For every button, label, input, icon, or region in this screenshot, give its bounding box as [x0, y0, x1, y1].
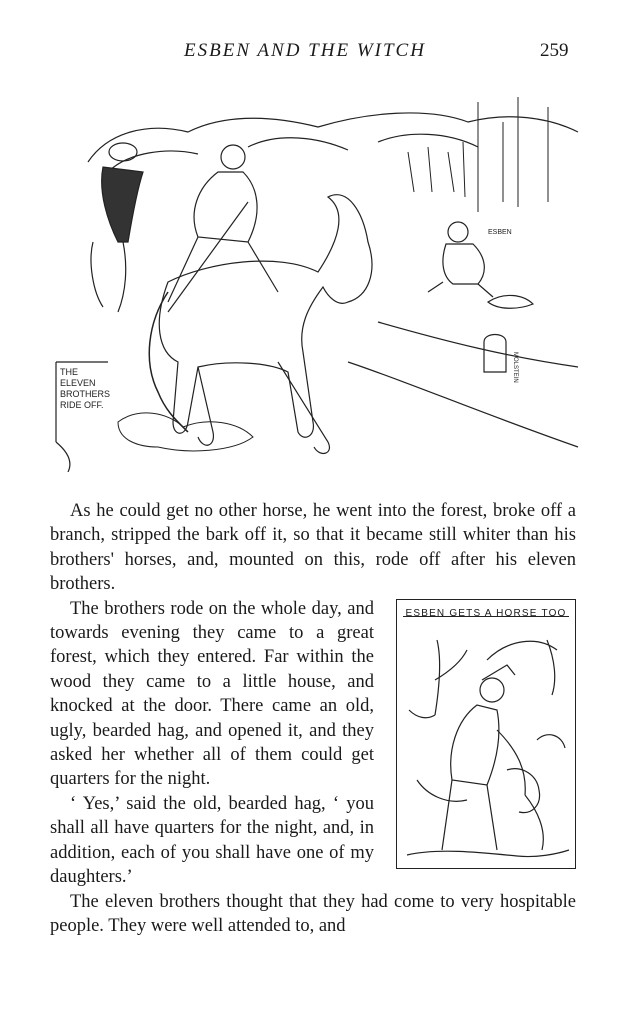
paragraph-1: As he could get no other horse, he went into the forest, broke off a branch, stripped the bark off it, so that it became still whiter than his brothers' horses, and, mounted on this, rode off after his eleven brothers. — [50, 501, 576, 595]
paragraph-3: ‘ Yes,’ said the old, bearded hag, ‘ you shall all have quarters for the night, and, in addition, each of you shall have one of my daughters.’ — [50, 793, 374, 888]
svg-text:RIDE OFF.: RIDE OFF. — [60, 400, 104, 410]
svg-text:ELEVEN: ELEVEN — [60, 378, 96, 388]
paragraph-2: The brothers rode on the whole day, and towards evening they came to a great forest, which they entered. Far within the wood they came to a little house, and knocked at the door. There came an old, ugly, bearded hag, and opened it, and they asked her whether all of them could get quarters for the night. — [50, 598, 374, 790]
running-title: ESBEN AND THE WITCH — [184, 40, 426, 61]
esben-label: ESBEN — [488, 229, 512, 236]
inset-drawing — [397, 620, 575, 867]
inset-caption: ESBEN GETS A HORSE TOO — [405, 607, 567, 619]
inset-frame — [396, 599, 576, 869]
paragraph-4: The eleven brothers thought that they had come to very hospitable people. They were well attended to, and — [50, 891, 576, 936]
svg-text:BROTHERS: BROTHERS — [60, 389, 111, 399]
illustration-eleven-brothers — [48, 92, 580, 472]
side-label: MOLSTEIN — [512, 352, 518, 383]
svg-text:THE: THE — [60, 367, 78, 377]
illustration-drawing — [48, 92, 580, 472]
running-header — [0, 40, 622, 70]
illustration-caption — [56, 362, 110, 472]
page-number: 259 — [540, 40, 569, 61]
inset-illustration — [396, 599, 576, 869]
inset-caption-rule — [403, 616, 569, 617]
body-text — [50, 499, 576, 938]
